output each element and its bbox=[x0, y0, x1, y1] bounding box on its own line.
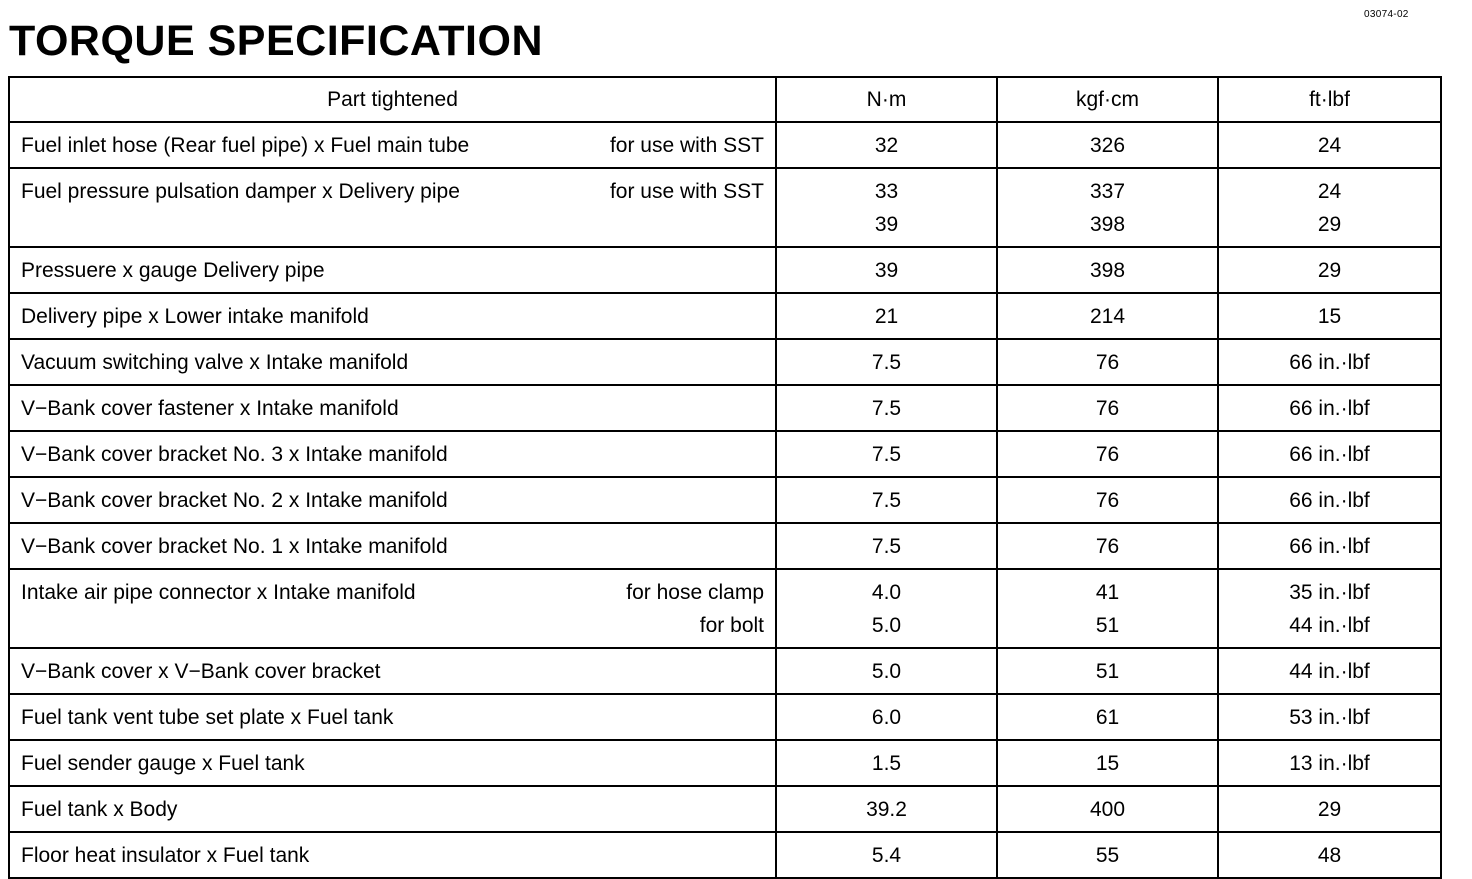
part-name: Floor heat insulator x Fuel tank bbox=[21, 844, 310, 867]
ft-value: 66 in.·lbf bbox=[1289, 351, 1370, 374]
ft-value: 53 in.·lbf bbox=[1289, 706, 1370, 729]
page-title: TORQUE SPECIFICATION bbox=[9, 17, 543, 65]
part-cell bbox=[9, 477, 776, 523]
table-row bbox=[9, 740, 1441, 786]
nm-value: 7.5 bbox=[871, 397, 902, 420]
kgf-cell bbox=[997, 648, 1218, 694]
table-row bbox=[9, 431, 1441, 477]
kgf-value: 214 bbox=[1089, 305, 1126, 328]
table-row bbox=[9, 385, 1441, 431]
part-cell bbox=[9, 740, 776, 786]
kgf-cell bbox=[997, 569, 1218, 648]
ft-cell bbox=[1218, 293, 1441, 339]
nm-value: 7.5 bbox=[871, 489, 902, 512]
table-body bbox=[9, 122, 1441, 878]
part-notes bbox=[626, 581, 764, 647]
kgf-cell bbox=[997, 385, 1218, 431]
part-cell bbox=[9, 786, 776, 832]
part-notes bbox=[610, 134, 764, 167]
ft-value: 29 bbox=[1317, 798, 1342, 821]
part-cell bbox=[9, 385, 776, 431]
kgf-cell bbox=[997, 168, 1218, 247]
table-row bbox=[9, 293, 1441, 339]
part-name: V−Bank cover fastener x Intake manifold bbox=[21, 397, 399, 420]
ft-cell bbox=[1218, 247, 1441, 293]
kgf-cell bbox=[997, 431, 1218, 477]
part-name: V−Bank cover bracket No. 2 x Intake manifold bbox=[21, 489, 448, 512]
ft-value: 15 bbox=[1317, 305, 1342, 328]
torque-table bbox=[8, 76, 1442, 879]
nm-value: 6.0 bbox=[871, 706, 902, 729]
table-row bbox=[9, 168, 1441, 247]
ft-value: 44 in.·lbf bbox=[1289, 660, 1370, 683]
part-name: Fuel sender gauge x Fuel tank bbox=[21, 752, 305, 775]
part-note: for use with SST bbox=[609, 180, 764, 203]
part-cell bbox=[9, 168, 776, 247]
ft-value: 44 in.·lbf bbox=[1289, 614, 1370, 637]
ft-value: 35 in.·lbf bbox=[1289, 581, 1370, 604]
ft-value: 66 in.·lbf bbox=[1289, 489, 1370, 512]
ft-cell bbox=[1218, 832, 1441, 878]
kgf-value: 55 bbox=[1095, 844, 1120, 867]
nm-cell bbox=[776, 339, 997, 385]
nm-cell bbox=[776, 832, 997, 878]
table-row bbox=[9, 569, 1441, 648]
part-cell bbox=[9, 832, 776, 878]
kgf-value: 76 bbox=[1095, 397, 1120, 420]
column-header-kgf: kgf·cm bbox=[997, 77, 1218, 122]
nm-value: 5.0 bbox=[871, 660, 902, 683]
table-row bbox=[9, 477, 1441, 523]
nm-cell bbox=[776, 247, 997, 293]
document-code: 03074-02 bbox=[1364, 9, 1409, 20]
nm-value: 7.5 bbox=[871, 535, 902, 558]
part-note: for use with SST bbox=[609, 134, 764, 157]
table-row bbox=[9, 694, 1441, 740]
part-notes bbox=[610, 180, 764, 246]
part-cell bbox=[9, 293, 776, 339]
part-note bbox=[610, 213, 764, 246]
kgf-cell bbox=[997, 523, 1218, 569]
part-cell bbox=[9, 247, 776, 293]
part-cell bbox=[9, 648, 776, 694]
nm-value: 7.5 bbox=[871, 351, 902, 374]
ft-cell bbox=[1218, 122, 1441, 168]
nm-value: 33 bbox=[874, 180, 899, 203]
nm-cell bbox=[776, 477, 997, 523]
kgf-value: 76 bbox=[1095, 351, 1120, 374]
ft-cell bbox=[1218, 569, 1441, 648]
column-header-part: Part tightened bbox=[9, 77, 776, 122]
kgf-cell bbox=[997, 122, 1218, 168]
part-cell bbox=[9, 122, 776, 168]
part-cell bbox=[9, 694, 776, 740]
kgf-value: 398 bbox=[1089, 259, 1126, 282]
part-name: Fuel tank x Body bbox=[21, 798, 178, 821]
nm-cell bbox=[776, 385, 997, 431]
table-row bbox=[9, 247, 1441, 293]
kgf-value: 337 bbox=[1089, 180, 1126, 203]
nm-value: 7.5 bbox=[871, 443, 902, 466]
part-note: for hose clamp bbox=[626, 581, 764, 604]
table-row bbox=[9, 648, 1441, 694]
ft-cell bbox=[1218, 694, 1441, 740]
table-row bbox=[9, 786, 1441, 832]
kgf-cell bbox=[997, 694, 1218, 740]
nm-cell bbox=[776, 431, 997, 477]
part-name: Intake air pipe connector x Intake manifold bbox=[21, 581, 416, 604]
nm-value: 39 bbox=[874, 213, 899, 236]
nm-value: 5.0 bbox=[871, 614, 902, 637]
nm-value: 4.0 bbox=[871, 581, 902, 604]
ft-cell bbox=[1218, 431, 1441, 477]
nm-cell bbox=[776, 293, 997, 339]
nm-cell bbox=[776, 648, 997, 694]
ft-cell bbox=[1218, 385, 1441, 431]
part-name: Fuel pressure pulsation damper x Delivery pipe bbox=[21, 180, 460, 203]
ft-value: 66 in.·lbf bbox=[1289, 443, 1370, 466]
part-name: V−Bank cover bracket No. 1 x Intake manifold bbox=[21, 535, 448, 558]
table-row bbox=[9, 832, 1441, 878]
kgf-cell bbox=[997, 247, 1218, 293]
part-cell bbox=[9, 431, 776, 477]
part-name: Vacuum switching valve x Intake manifold bbox=[21, 351, 409, 374]
kgf-value: 61 bbox=[1095, 706, 1120, 729]
ft-value: 24 bbox=[1317, 134, 1342, 157]
table-row bbox=[9, 122, 1441, 168]
ft-value: 13 in.·lbf bbox=[1289, 752, 1370, 775]
nm-value: 32 bbox=[874, 134, 899, 157]
nm-cell bbox=[776, 122, 997, 168]
kgf-value: 41 bbox=[1095, 581, 1120, 604]
nm-value: 39 bbox=[874, 259, 899, 282]
ft-value: 66 in.·lbf bbox=[1289, 535, 1370, 558]
kgf-value: 326 bbox=[1089, 134, 1126, 157]
kgf-cell bbox=[997, 786, 1218, 832]
nm-cell bbox=[776, 786, 997, 832]
kgf-value: 15 bbox=[1095, 752, 1120, 775]
ft-cell bbox=[1218, 168, 1441, 247]
part-name: Delivery pipe x Lower intake manifold bbox=[21, 305, 369, 328]
ft-value: 29 bbox=[1317, 259, 1342, 282]
nm-value: 1.5 bbox=[871, 752, 902, 775]
ft-cell bbox=[1218, 339, 1441, 385]
table-row bbox=[9, 523, 1441, 569]
part-name: V−Bank cover bracket No. 3 x Intake manifold bbox=[21, 443, 448, 466]
nm-value: 5.4 bbox=[871, 844, 902, 867]
part-cell bbox=[9, 569, 776, 648]
nm-cell bbox=[776, 694, 997, 740]
kgf-cell bbox=[997, 477, 1218, 523]
nm-cell bbox=[776, 569, 997, 648]
table-row bbox=[9, 339, 1441, 385]
ft-cell bbox=[1218, 523, 1441, 569]
part-note: for bolt bbox=[699, 614, 764, 637]
part-name: Fuel tank vent tube set plate x Fuel tank bbox=[21, 706, 394, 729]
ft-cell bbox=[1218, 740, 1441, 786]
kgf-value: 76 bbox=[1095, 489, 1120, 512]
kgf-cell bbox=[997, 740, 1218, 786]
kgf-value: 76 bbox=[1095, 443, 1120, 466]
nm-value: 39.2 bbox=[866, 798, 907, 821]
table-header-row bbox=[9, 77, 1441, 122]
part-cell bbox=[9, 523, 776, 569]
ft-value: 24 bbox=[1317, 180, 1342, 203]
kgf-value: 51 bbox=[1095, 660, 1120, 683]
nm-cell bbox=[776, 740, 997, 786]
ft-value: 29 bbox=[1317, 213, 1342, 236]
ft-cell bbox=[1218, 477, 1441, 523]
ft-cell bbox=[1218, 786, 1441, 832]
column-header-nm: N·m bbox=[776, 77, 997, 122]
ft-value: 48 bbox=[1317, 844, 1342, 867]
column-header-ft: ft·lbf bbox=[1218, 77, 1441, 122]
kgf-value: 400 bbox=[1089, 798, 1126, 821]
kgf-cell bbox=[997, 832, 1218, 878]
ft-value: 66 in.·lbf bbox=[1289, 397, 1370, 420]
nm-cell bbox=[776, 523, 997, 569]
part-name: Fuel inlet hose (Rear fuel pipe) x Fuel main tube bbox=[21, 134, 470, 157]
kgf-value: 398 bbox=[1089, 213, 1126, 236]
part-cell bbox=[9, 339, 776, 385]
kgf-value: 51 bbox=[1095, 614, 1120, 637]
nm-value: 21 bbox=[874, 305, 899, 328]
kgf-value: 76 bbox=[1095, 535, 1120, 558]
kgf-cell bbox=[997, 339, 1218, 385]
kgf-cell bbox=[997, 293, 1218, 339]
part-name: Pressuere x gauge Delivery pipe bbox=[21, 259, 325, 282]
ft-cell bbox=[1218, 648, 1441, 694]
nm-cell bbox=[776, 168, 997, 247]
part-name: V−Bank cover x V−Bank cover bracket bbox=[21, 660, 381, 683]
